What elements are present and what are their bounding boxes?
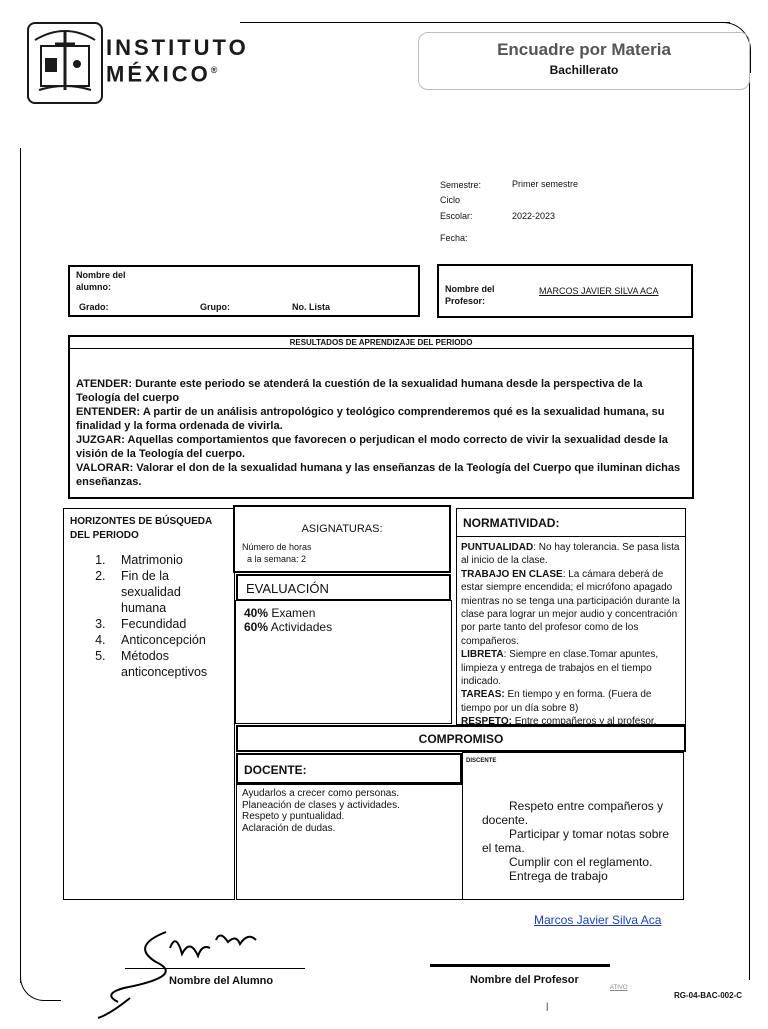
frame-top-line (240, 22, 730, 23)
student-signature-icon (90, 918, 290, 1028)
horizontes-box (63, 508, 235, 900)
horizonte-item: 4. Anticoncepción (109, 632, 234, 648)
evaluacion-title: EVALUACIÓN (246, 581, 329, 596)
results-entender: ENTENDER: A partir de un análisis antropológico y teológico comprenderemos qué es la sexualidad humana, su finalidad y la forma ordenada de vivirla. (76, 406, 665, 432)
escolar-value: 2022-2023 (512, 211, 556, 221)
trabajo-value: : La cámara deberá de estar siempre encendida; el micrófono apagado mientras no se tenga una participación durante la clase para lograr un mejor audio y concentración por parte tanto del profesor como de los compañeros. (461, 568, 681, 647)
escolar-label: Escolar: (440, 211, 473, 221)
results-juzgar: JUZGAR: Aquellas comportamientos que favorecen o perjudican el modo correcto de vivir la sexualidad desde la visión de la Teología del cuerpo. (76, 434, 668, 460)
docente-text (237, 785, 462, 837)
asignaturas-title: ASIGNATURAS: (301, 523, 383, 535)
semestre-value: Primer semestre (512, 179, 579, 189)
ciclo-label: Ciclo (440, 195, 461, 205)
docente-header (236, 753, 462, 784)
alumno-signature-line (125, 968, 305, 969)
results-valorar: VALORAR: Valorar el don de la sexualidad humana y las enseñanzas de la Teología del Cuerpo que iluminan dichas enseñanzas. (76, 462, 681, 488)
registered-mark: ® (210, 65, 218, 75)
discente-text (463, 799, 683, 883)
respeto-key: RESPETO: (461, 716, 512, 728)
student-name-label-1: Nombre del (76, 270, 126, 280)
frame-left-line (20, 148, 21, 983)
results-title: RESULTADOS DE APRENDIZAJE DEL PERIODO (70, 337, 692, 349)
docente-line: Planeación de clases y actividades. (242, 799, 400, 811)
semestre-label: Semestre: (440, 180, 482, 190)
school-name-line2: MÉXICO (106, 61, 211, 87)
horizonte-item: 2. Fin de la sexualidad humana (109, 568, 234, 616)
page-mark: | (546, 1001, 549, 1011)
horizontes-title-2: DEL PERIODO (70, 530, 139, 541)
normatividad-box (456, 536, 686, 728)
normatividad-title: NORMATIVIDAD: (463, 516, 560, 530)
horas-label-1: Número de horas (242, 542, 312, 552)
lista-label: No. Lista (292, 302, 331, 312)
discente-title: DISCENTE (466, 758, 497, 764)
horizontes-title-1: HORIZONTES DE BÚSQUEDA (70, 516, 213, 527)
school-name-line1: INSTITUTO (106, 35, 249, 60)
faded-footer-text: ATIVO (610, 985, 628, 991)
school-name (106, 36, 249, 85)
grupo-label: Grupo: (200, 302, 230, 312)
student-name-label-2: alumno: (76, 282, 111, 292)
horas-label-2: a la semana: 2 (247, 554, 307, 564)
libreta-key: LIBRETA (461, 649, 504, 661)
discente-line: docente. (482, 813, 529, 827)
puntualidad-value: : No hay tolerancia. Se pasa lista al inicio de la clase. (461, 542, 680, 567)
discente-line: Participar y tomar notas sobre (509, 827, 670, 841)
horizonte-item: 1. Matrimonio (109, 552, 234, 568)
document-header (418, 32, 750, 90)
teacher-name-link[interactable]: Marcos Javier Silva Aca (534, 913, 662, 927)
docente-line: Ayudarlos a crecer como personas. (242, 788, 400, 799)
docente-line: Aclaración de dudas. (242, 822, 336, 834)
actividades-label: Actividades (268, 620, 333, 634)
discente-line: Cumplir con el reglamento. (509, 855, 653, 869)
compromiso-title: COMPROMISO (418, 732, 504, 746)
actividades-percent: 60% (244, 620, 269, 634)
normatividad-text (457, 537, 685, 729)
school-logo-icon (27, 22, 103, 104)
horizonte-item: 5. Métodos anticonceptivos (109, 648, 234, 680)
discente-line: el tema. (482, 841, 525, 855)
respeto-value: Entre compañeros y al profesor. (511, 716, 657, 728)
horizontes-list (64, 552, 234, 680)
document-subtitle: Bachillerato (549, 63, 619, 77)
frame-bottom-left-corner (20, 960, 61, 1001)
frame-right-line (749, 70, 750, 980)
results-atender: ATENDER: Durante este periodo se atenderá la cuestión de la sexualidad humana desde la perspectiva de la Teología del cuerpo (76, 378, 643, 404)
docente-title: DOCENTE: (244, 763, 307, 777)
puntualidad-key: PUNTUALIDAD (461, 542, 534, 553)
examen-percent: 40% (244, 606, 269, 620)
tareas-value: En tiempo y en forma. (Fuera de tiempo por un día sobre 8) (461, 689, 652, 714)
discente-line: Entrega de trabajo (509, 869, 608, 883)
docente-box (236, 784, 463, 900)
teacher-label-2: Profesor: (445, 296, 486, 306)
discente-box (462, 752, 684, 900)
teacher-name: MARCOS JAVIER SILVA ACA (539, 286, 659, 296)
document-code: RG-04-BAC-002-C (674, 991, 743, 1000)
alumno-signature-label: Nombre del Alumno (169, 975, 274, 987)
compromiso-header (236, 725, 686, 752)
profesor-signature-line (430, 964, 610, 967)
docente-line: Respeto y puntualidad. (242, 811, 345, 822)
normatividad-header (456, 508, 686, 537)
fecha-label: Fecha: (440, 233, 468, 243)
student-box (68, 265, 420, 317)
asignaturas-box (233, 505, 451, 573)
discente-line: Respeto entre compañeros y (509, 799, 664, 813)
horizonte-item: 3. Fecundidad (109, 616, 234, 632)
examen-label: Examen (268, 606, 316, 620)
teacher-box (437, 264, 693, 318)
results-body (70, 349, 692, 489)
tareas-key: TAREAS: (461, 689, 505, 701)
document-title: Encuadre por Materia (497, 40, 671, 59)
profesor-signature-label: Nombre del Profesor (470, 974, 579, 986)
evaluacion-box (235, 600, 452, 724)
evaluacion-header (236, 574, 451, 601)
libreta-value: : Siempre en clase.Tomar apuntes, limpieza y entrega de trabajos en el tiempo indicado. (461, 649, 659, 688)
teacher-label-1: Nombre del (445, 284, 495, 294)
results-box (68, 335, 694, 499)
trabajo-key: TRABAJO EN CLASE (461, 568, 563, 580)
grado-label: Grado: (79, 302, 109, 312)
